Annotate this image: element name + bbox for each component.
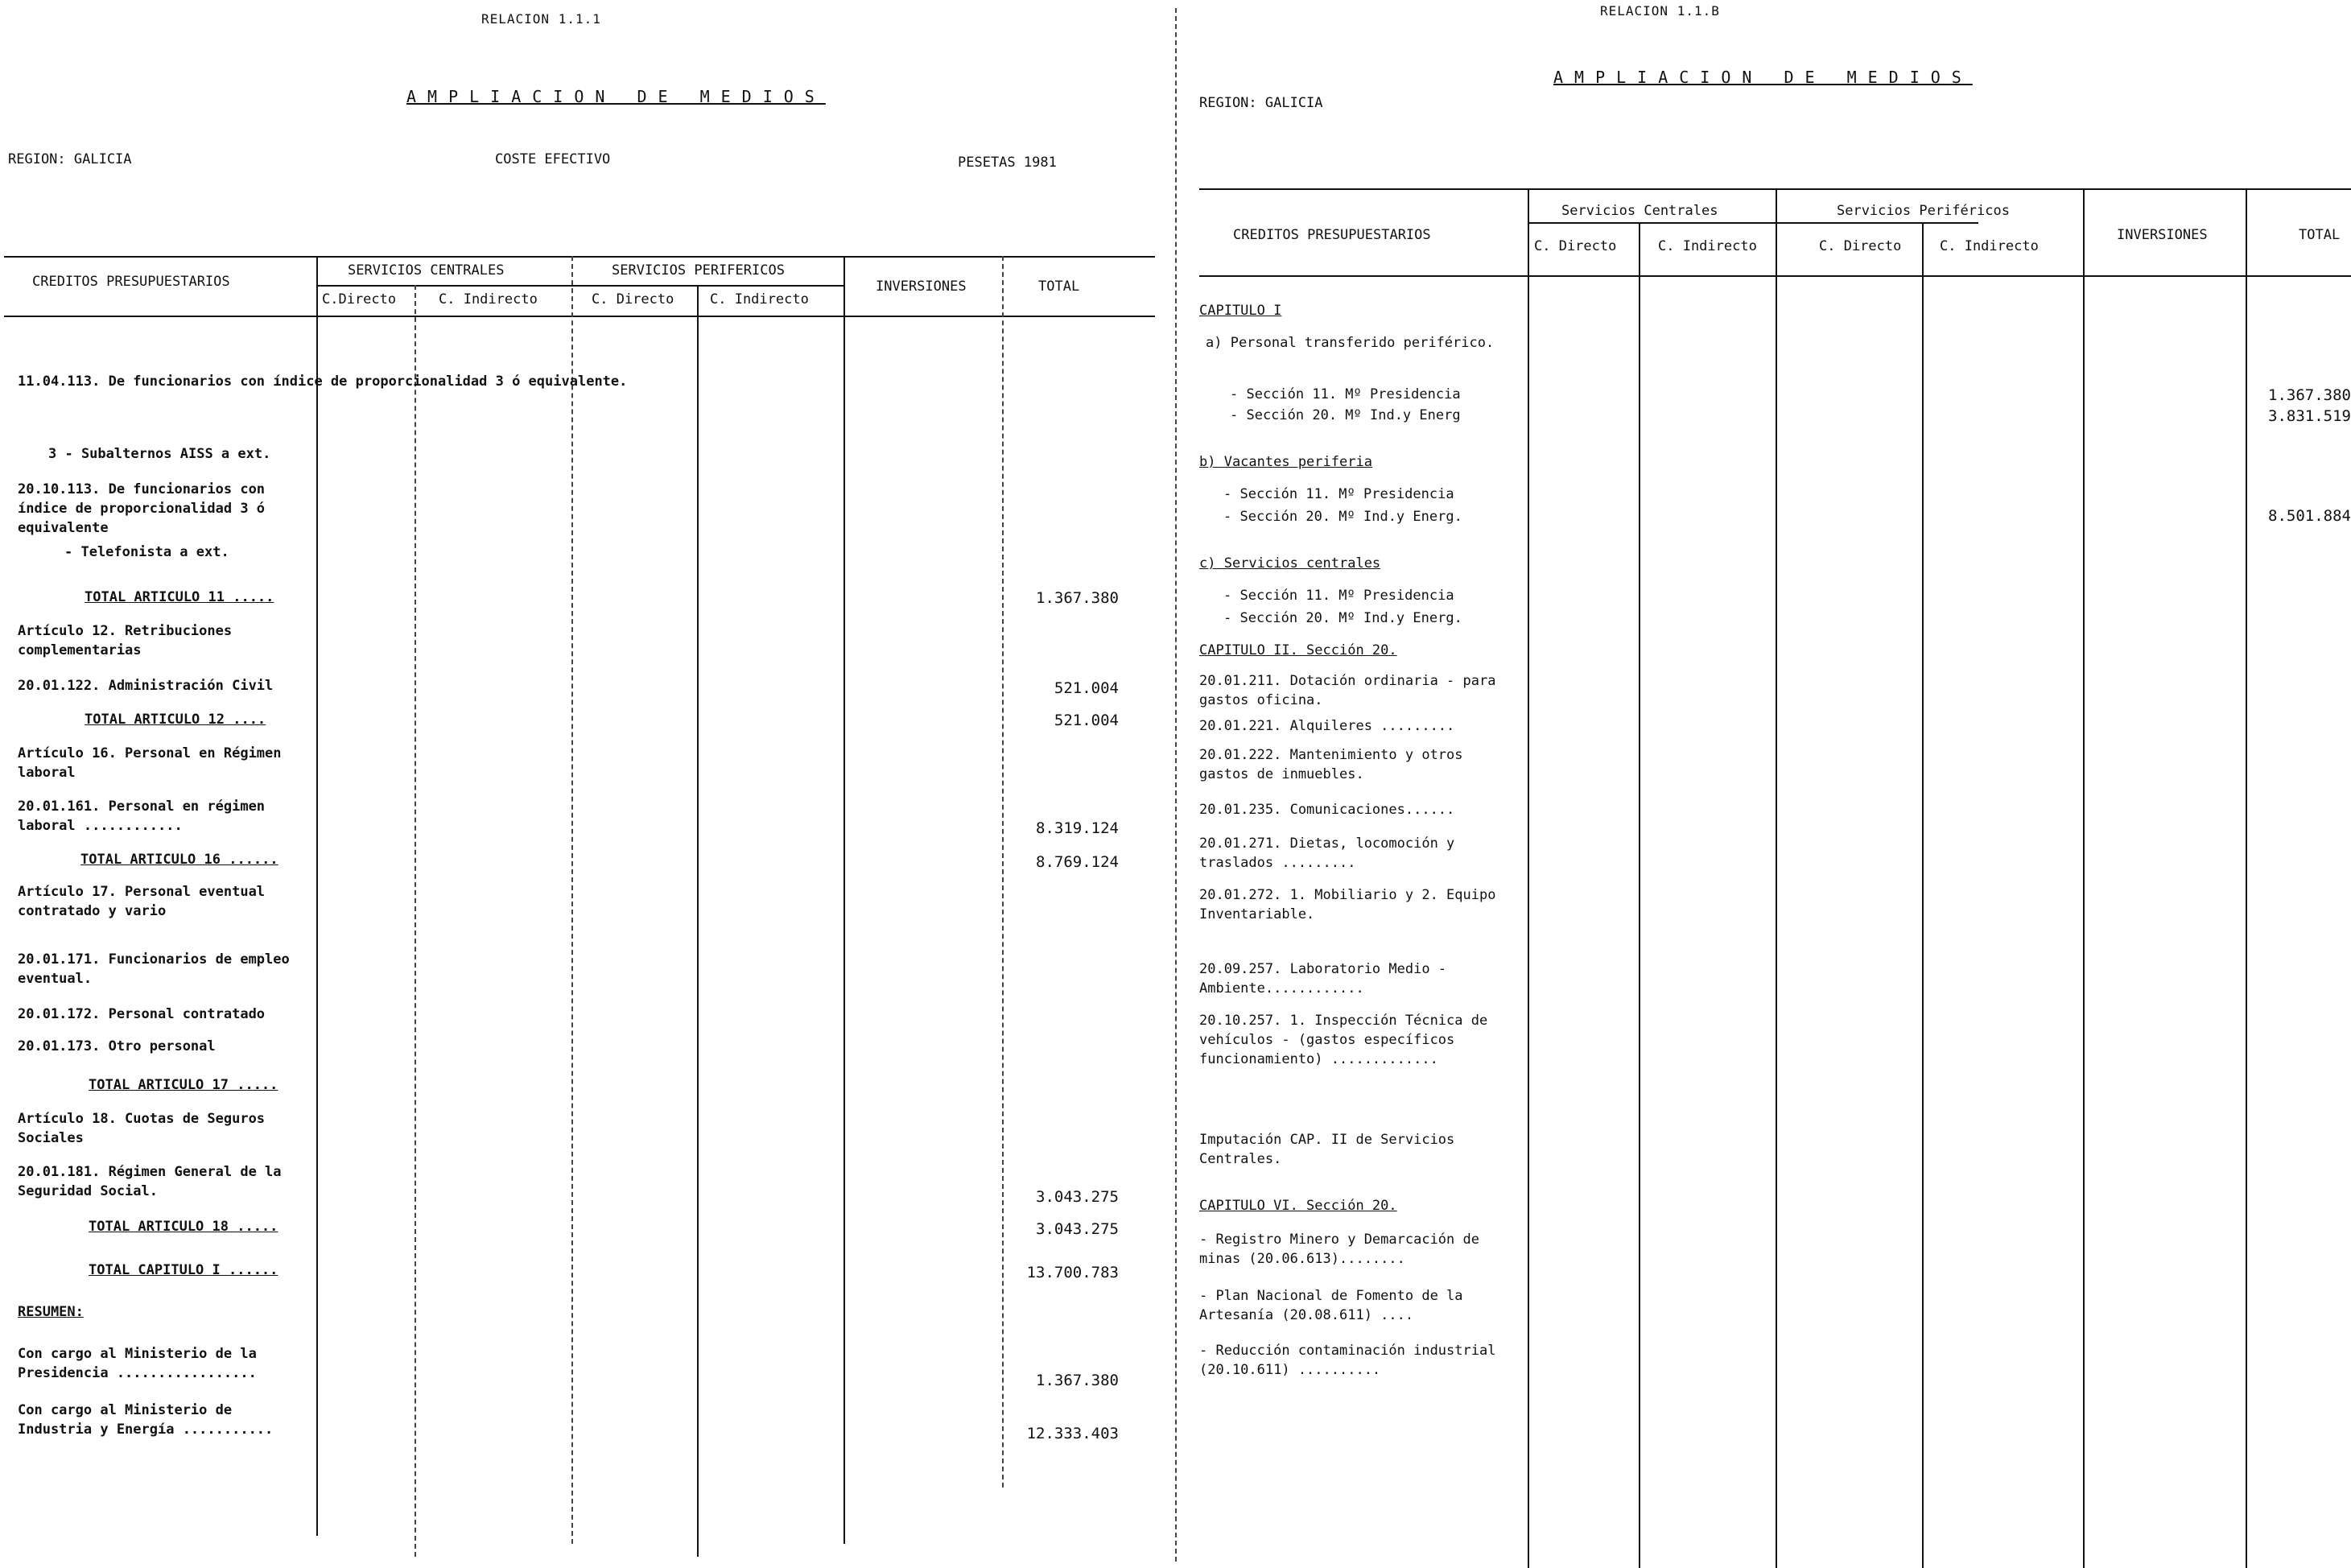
header-total: TOTAL <box>1038 279 1080 295</box>
row-text: 20.10.257. 1. Inspección Técnica de vehículos - (gastos específicos funcionamiento) ............. <box>1199 1013 1488 1067</box>
row-text: 20.01.221. Alquileres ......... <box>1199 718 1455 734</box>
row-text: a) Personal transferido periférico. <box>1206 335 1495 351</box>
page-title: AMPLIACION DE MEDIOS <box>406 87 826 106</box>
header-c-directo-1: C. Directo <box>1534 238 1617 254</box>
region-label: REGION: GALICIA <box>1199 95 1323 111</box>
col-line <box>2083 188 2085 1568</box>
row-text: Artículo 17. Personal eventual contratado y vario <box>18 884 266 919</box>
row-text: TOTAL ARTICULO 17 ..... <box>89 1077 278 1093</box>
row-text: CAPITULO II. Sección 20. <box>1199 642 1397 658</box>
row-text: 20.01.272. 1. Mobiliario y 2. Equipo Inventariable. <box>1199 887 1496 922</box>
pesetas-label: PESETAS 1981 <box>958 155 1057 171</box>
row-text: 20.01.122. Administración Civil <box>18 678 274 694</box>
row-text: - Sección 11. Mº Presidencia <box>1230 386 1461 402</box>
row-text: Imputación CAP. II de Servicios Centrales. <box>1199 1132 1455 1167</box>
header-c-directo-1: C.Directo <box>322 291 397 307</box>
col-line <box>1776 188 1777 1568</box>
row-text: - Sección 20. Mº Ind.y Energ. <box>1223 610 1462 626</box>
header-c-indirecto-2: C. Indirecto <box>710 291 809 307</box>
row-text: 20.10.113. De funcionarios con índice de proporcionalidad 3 ó equivalente <box>18 481 266 536</box>
row-total: 1.367.380 <box>1036 1372 1119 1389</box>
header-total: TOTAL <box>2299 227 2341 243</box>
row-text: 20.01.172. Personal contratado <box>18 1006 266 1022</box>
row-text: - Plan Nacional de Fomento de la Artesanía (20.08.611) .... <box>1199 1288 1463 1323</box>
row-total: 3.043.275 <box>1036 1188 1119 1206</box>
row-text: - Telefonista a ext. <box>64 544 229 560</box>
row-total: 1.367.380 <box>1036 589 1119 607</box>
row-text: 11.04.113. De funcionarios con índice de proporcionalidad 3 ó equivalente. <box>18 373 628 390</box>
col-line <box>571 256 573 1544</box>
col-line <box>415 285 416 1557</box>
header-perifericos: SERVICIOS PERIFERICOS <box>612 262 785 279</box>
row-total: 8.319.124 <box>1036 819 1119 837</box>
row-total: 12.333.403 <box>1026 1425 1119 1442</box>
row-total: 8.769.124 <box>1036 853 1119 871</box>
page-separator <box>1175 8 1177 1562</box>
row-text: 3 - Subalternos AISS a ext. <box>48 446 271 462</box>
header-c-indirecto-1: C. Indirecto <box>1658 238 1757 254</box>
row-text: - Reducción contaminación industrial (20.10.611) .......... <box>1199 1343 1496 1378</box>
row-total: 8.501.884 <box>2268 507 2351 525</box>
row-text: Artículo 16. Personal en Régimen laboral <box>18 745 282 781</box>
row-text: TOTAL ARTICULO 18 ..... <box>89 1219 278 1235</box>
header-creditos: CREDITOS PRESUPUESTARIOS <box>32 274 230 290</box>
col-line <box>697 285 699 1557</box>
header-centrales: SERVICIOS CENTRALES <box>348 262 505 279</box>
header-bottom-line <box>4 316 1155 317</box>
row-text: 20.01.235. Comunicaciones...... <box>1199 802 1455 818</box>
header-c-directo-2: C. Directo <box>592 291 674 307</box>
header-sub-line <box>1528 222 1978 224</box>
row-text: 20.01.222. Mantenimiento y otros gastos de inmuebles. <box>1199 747 1463 782</box>
header-perifericos: Servicios Periféricos <box>1837 203 2010 219</box>
row-total: 1.367.380 <box>2268 386 2351 404</box>
row-total: 13.700.783 <box>1026 1264 1119 1281</box>
relacion-label: RELACION 1.1.B <box>1600 3 1720 19</box>
row-text: CAPITULO VI. Sección 20. <box>1199 1198 1397 1214</box>
row-text: - Sección 11. Mº Presidencia <box>1223 486 1454 502</box>
col-line <box>2246 188 2247 1568</box>
row-text: 20.01.173. Otro personal <box>18 1038 216 1054</box>
header-inversiones: INVERSIONES <box>876 279 967 295</box>
row-text: Artículo 18. Cuotas de Seguros Sociales <box>18 1111 266 1146</box>
row-text: c) Servicios centrales <box>1199 555 1381 571</box>
header-inversiones: INVERSIONES <box>2117 227 2208 243</box>
col-line <box>1922 222 1924 1568</box>
col-line <box>843 256 845 1544</box>
row-text: 20.09.257. Laboratorio Medio - Ambiente............ <box>1199 961 1447 997</box>
header-sub-line <box>318 285 845 287</box>
table-top-line <box>4 256 1155 258</box>
row-text: TOTAL ARTICULO 11 ..... <box>85 589 274 605</box>
row-text: Artículo 12. Retribuciones complementarias <box>18 623 233 658</box>
col-line <box>1528 188 1529 1568</box>
row-total: 521.004 <box>1054 679 1119 697</box>
header-c-directo-2: C. Directo <box>1819 238 1902 254</box>
row-text: - Sección 11. Mº Presidencia <box>1223 588 1454 604</box>
region-label: REGION: GALICIA <box>8 151 132 167</box>
row-text: TOTAL CAPITULO I ...... <box>89 1262 278 1278</box>
row-total: 521.004 <box>1054 712 1119 729</box>
row-total: 3.831.519 <box>2268 407 2351 425</box>
row-total: 3.043.275 <box>1036 1220 1119 1238</box>
col-line <box>316 256 318 1536</box>
row-text: 20.01.271. Dietas, locomoción y traslados ......... <box>1199 836 1455 871</box>
header-centrales: Servicios Centrales <box>1561 203 1718 219</box>
row-text: TOTAL ARTICULO 16 ...... <box>80 852 278 868</box>
header-c-indirecto-2: C. Indirecto <box>1940 238 2039 254</box>
header-creditos: CREDITOS PRESUPUESTARIOS <box>1233 227 1431 243</box>
left-page <box>0 0 1159 1568</box>
col-line <box>1639 222 1640 1568</box>
coste-label: COSTE EFECTIVO <box>495 151 611 167</box>
row-text: RESUMEN: <box>18 1304 84 1320</box>
row-text: - Registro Minero y Demarcación de minas (20.06.613)........ <box>1199 1232 1479 1267</box>
col-line <box>1002 256 1004 1488</box>
row-text: Con cargo al Ministerio de Industria y Energía ........... <box>18 1402 274 1438</box>
row-text: CAPITULO I <box>1199 303 1282 319</box>
relacion-label: RELACION 1.1.1 <box>481 11 601 27</box>
page-title: AMPLIACION DE MEDIOS <box>1553 68 1973 87</box>
row-text: - Sección 20. Mº Ind.y Energ <box>1230 407 1461 423</box>
row-text: TOTAL ARTICULO 12 .... <box>85 712 266 728</box>
row-text: 20.01.171. Funcionarios de empleo eventual. <box>18 951 290 987</box>
row-text: 20.01.181. Régimen General de la Seguridad Social. <box>18 1164 282 1199</box>
row-text: b) Vacantes periferia <box>1199 454 1372 470</box>
row-text: - Sección 20. Mº Ind.y Energ. <box>1223 509 1462 525</box>
row-text: Con cargo al Ministerio de la Presidencia ................. <box>18 1346 257 1381</box>
row-text: 20.01.211. Dotación ordinaria - para gastos oficina. <box>1199 673 1496 708</box>
row-text: 20.01.161. Personal en régimen laboral ............ <box>18 798 266 834</box>
right-page <box>1183 0 2351 1568</box>
header-c-indirecto-1: C. Indirecto <box>439 291 538 307</box>
